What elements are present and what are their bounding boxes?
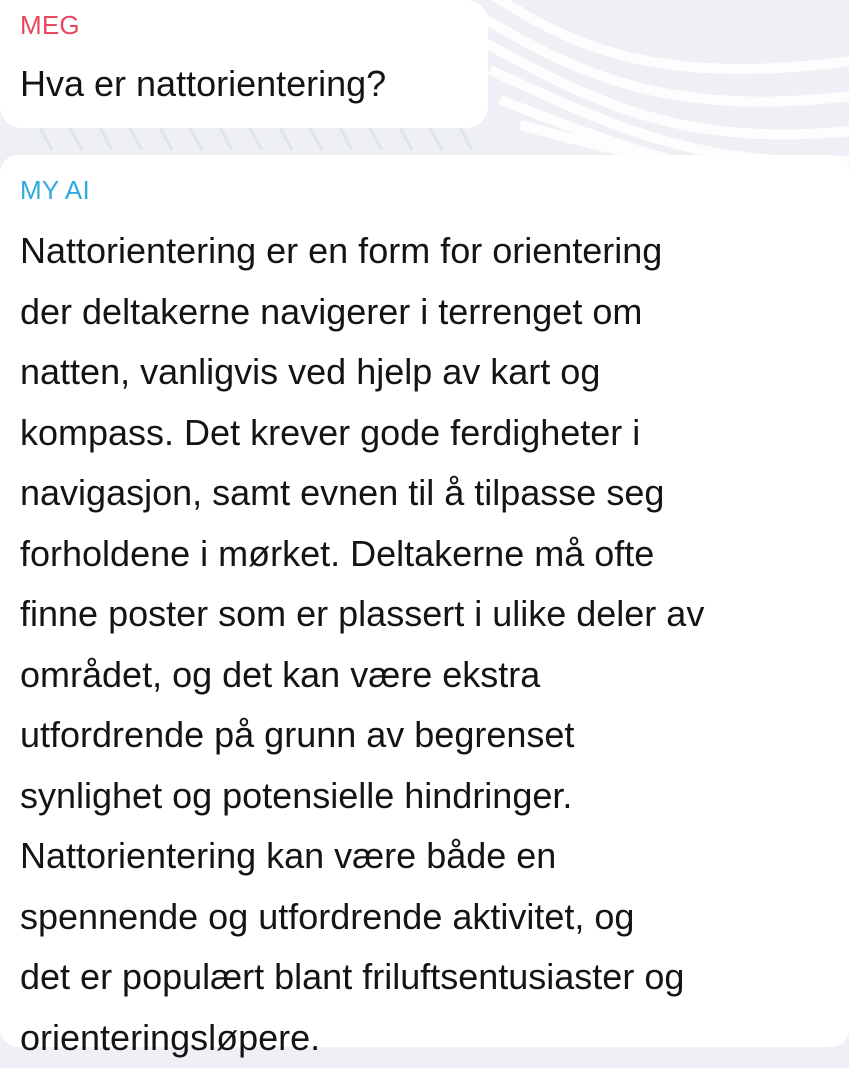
message-line: det er populært blant friluftsentusiaster og [20, 947, 829, 1008]
sender-label-user: MEG [20, 10, 468, 40]
ai-message-text [20, 221, 829, 1068]
message-line: området, og det kan være ekstra [20, 645, 829, 706]
message-line: Nattorientering er en form for orientering [20, 221, 829, 282]
message-line: synlighet og potensielle hindringer. [20, 766, 829, 827]
message-line: der deltakerne navigerer i terrenget om [20, 282, 829, 343]
message-line: spennende og utfordrende aktivitet, og [20, 887, 829, 948]
message-line: kompass. Det krever gode ferdigheter i [20, 403, 829, 464]
message-line: utfordrende på grunn av begrenset [20, 705, 829, 766]
message-line: navigasjon, samt evnen til å tilpasse seg [20, 463, 829, 524]
user-message-bubble[interactable] [0, 0, 488, 128]
ai-message-bubble[interactable] [0, 155, 849, 1047]
message-line: Nattorientering kan være både en [20, 826, 829, 887]
message-line: natten, vanligvis ved hjelp av kart og [20, 342, 829, 403]
message-line: finne poster som er plassert i ulike deler av [20, 584, 829, 645]
message-line: forholdene i mørket. Deltakerne må ofte [20, 524, 829, 585]
message-line: orienteringsløpere. [20, 1008, 829, 1068]
user-message-text: Hva er nattorientering? [20, 60, 468, 108]
sender-label-ai: MY AI [20, 175, 829, 205]
